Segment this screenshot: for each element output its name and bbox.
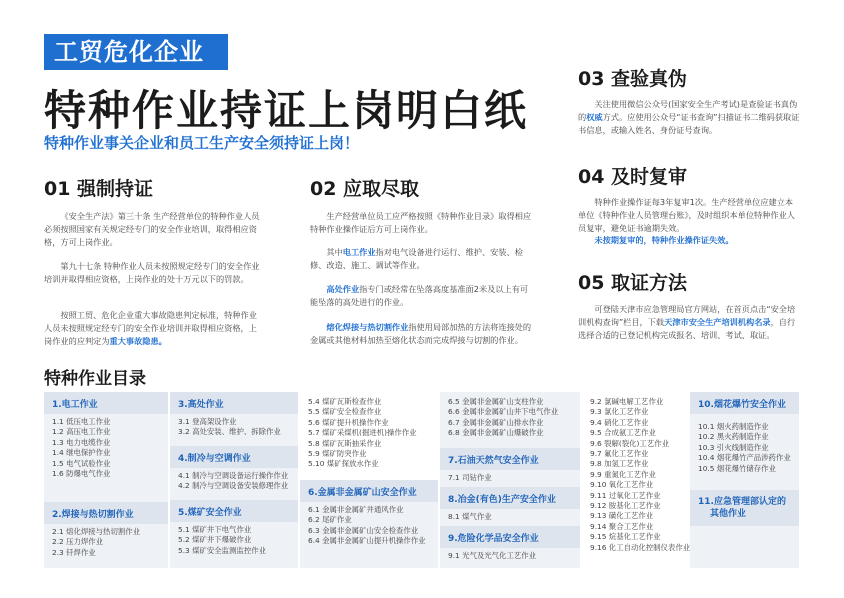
list-item: 9.8 加氢工艺作业 — [590, 459, 649, 469]
list-item: 5.3 煤矿安全监测监控作业 — [178, 545, 267, 555]
catalog-column-6 — [690, 392, 799, 568]
list-item: 9.10 氧化工艺作业 — [590, 480, 654, 490]
category-items-5 — [170, 522, 298, 556]
category-items-6 — [300, 502, 438, 568]
list-item: 5.9 煤矿防突作业 — [308, 449, 367, 459]
list-item: 5.10 煤矿探放水作业 — [308, 459, 379, 469]
list-item: 9.7 氟化工艺作业 — [590, 449, 649, 459]
height-work-highlight: 高处作业 — [326, 284, 360, 294]
list-item: 6.4 金属非金属矿山提升机操作作业 — [308, 536, 426, 546]
section-01-para-2: 第九十七条 特种作业人员未按照规定经专门的安全作业培训并取得相应资格，上岗作业的处十万元以下的罚款。 — [44, 261, 260, 284]
catalog-table — [44, 392, 799, 570]
category-header-11-line-2: 其他作业 — [710, 509, 747, 519]
category-header-11 — [690, 490, 799, 526]
section-04-warning: 未按期复审的，特种作业操作证失效。 — [594, 235, 734, 245]
list-item: 10.3 引火线制造作业 — [698, 442, 769, 452]
list-item: 5.6 煤矿提升机操作作业 — [308, 417, 389, 427]
list-item: 6.2 尾矿作业 — [308, 515, 352, 525]
list-item: 9.12 胺基化工艺作业 — [590, 501, 661, 511]
list-item: 1.4 继电保护作业 — [52, 448, 111, 458]
list-item: 8.1 煤气作业 — [448, 512, 492, 521]
para-2-prefix: 其中 — [326, 247, 343, 257]
para-4-text: 指使用局部加热的方法将连接处的金属或其他材料加热至熔化状态而完成焊接与切割的作业。 — [310, 322, 532, 345]
list-item: 1.1 低压电工作业 — [52, 417, 111, 426]
list-item: 9.15 烷基化工艺作业 — [590, 532, 661, 542]
list-item: 5.2 煤矿井下爆破作业 — [178, 535, 252, 545]
list-item: 6.1 金属非金属矿井通风作业 — [308, 505, 404, 514]
list-item: 1.2 高压电工作业 — [52, 427, 111, 437]
category-items-2 — [44, 524, 168, 558]
section-01-title: 01 强制持证 — [44, 178, 154, 200]
para-s5-text-a: 可登陆天津市应急管理局官方网站，在首页点击“安全培训机构查询”栏目，下载 — [578, 304, 796, 327]
category-items-9-cont — [582, 392, 691, 553]
para-s3-text-b: 方式。应使用公众号“证书查询”扫描证书二维码获取证书信息，或输入姓名、身份证号查询。 — [578, 112, 800, 135]
section-01-para-3-text: 按照工贸、危化企业重大事故隐患判定标准，特种作业人员未按照规定经专门的安全作业培训并取得相应资格，上岗作业的应判定为 — [44, 310, 257, 346]
section-05-title: 05 取证方法 — [578, 272, 688, 294]
list-item: 10.2 黑火药制造作业 — [698, 432, 769, 442]
list-item: 4.1 制冷与空调设备运行操作作业 — [178, 471, 289, 480]
category-items-9 — [440, 548, 580, 561]
list-item: 1.3 电力电缆作业 — [52, 437, 111, 447]
category-header-2: 2.焊接与热切割作业 — [44, 502, 168, 524]
list-item: 9.1 光气及光气化工艺作业 — [448, 551, 537, 560]
list-item: 5.5 煤矿安全检查作业 — [308, 407, 382, 417]
category-items-1 — [44, 414, 168, 502]
section-02-para-1: 生产经营单位员工应严格按照《特种作业目录》取得相应特种作业操作证后方可上岗作业。 — [310, 211, 532, 234]
section-05-para-1 — [578, 303, 800, 342]
list-item: 5.1 煤矿井下电气作业 — [178, 525, 252, 534]
category-header-10: 10.烟花爆竹安全作业 — [690, 392, 799, 414]
list-item: 6.6 金属非金属矿山井下电气作业 — [448, 407, 559, 417]
list-item: 2.1 熔化焊接与热切割作业 — [52, 527, 141, 536]
list-item: 3.2 高处安装、维护、拆除作业 — [178, 427, 281, 437]
list-item: 7.1 司钻作业 — [448, 473, 492, 482]
category-header-8: 8.冶金(有色)生产安全作业 — [440, 487, 580, 509]
list-item: 6.5 金属非金属矿山支柱作业 — [448, 397, 544, 406]
category-items-4 — [170, 468, 298, 500]
authoritative-highlight: 权威 — [586, 112, 603, 122]
category-header-9: 9.危险化学品安全作业 — [440, 526, 580, 548]
category-items-8 — [440, 509, 580, 526]
list-item: 4.2 制冷与空调设备安装修理作业 — [178, 481, 289, 491]
section-01-para-3 — [44, 309, 264, 348]
list-item: 5.7 煤矿采煤机(掘进机)操作作业 — [308, 428, 417, 438]
section-03-title: 03 查验真伪 — [578, 68, 688, 90]
para-s3-text-a: 关注使用微信公众号(国家安全生产考试)是查验证书真伪的 — [578, 99, 798, 122]
category-header-4: 4.制冷与空调作业 — [170, 446, 298, 468]
section-01-para-1: 《安全生产法》第三十条 生产经营单位的特种作业人员必须按照国家有关规定经专门的安全作业培训，取得相应资格，方可上岗作业。 — [44, 211, 260, 247]
category-header-6: 6.金属非金属矿山安全作业 — [300, 480, 438, 502]
section-02-para-4 — [310, 321, 532, 347]
list-item: 10.4 烟花爆竹产品涉药作业 — [698, 453, 791, 463]
list-item: 9.6 裂解(裂化)工艺作业 — [590, 438, 669, 448]
category-items-7 — [440, 470, 580, 487]
list-item: 3.1 登高架设作业 — [178, 417, 237, 426]
section-04-para-1: 特种作业操作证每3年复审1次。生产经营单位应建立本单位《特种作业人员管理台账》，及时组织本单位特种作业人员复审，避免证书逾期失效。 — [578, 197, 795, 233]
category-header-11-line-1: 11.应急管理部认定的 — [698, 497, 786, 507]
category-header-7: 7.石油天然气安全作业 — [440, 448, 580, 470]
category-items-5-cont — [300, 392, 438, 480]
section-02-para-3 — [310, 283, 532, 309]
category-items-10 — [690, 414, 799, 490]
list-item: 5.4 煤矿瓦斯检查作业 — [308, 397, 382, 406]
list-item: 9.14 聚合工艺作业 — [590, 521, 654, 531]
section-02-para-2 — [310, 246, 532, 272]
page-subtitle: 特种作业事关企业和员工生产安全须持证上岗！ — [44, 134, 360, 152]
catalog-column-5 — [582, 392, 691, 568]
page-title: 特种作业持证上岗明白纸 — [44, 86, 529, 135]
list-item: 9.5 合成氨工艺作业 — [590, 428, 656, 438]
list-item: 9.3 氯化工艺作业 — [590, 407, 649, 417]
para-2-text: 指对电气设备进行运行、维护、安装、检修、改造、施工、调试等作业。 — [310, 247, 523, 270]
category-header-3: 3.高处作业 — [170, 392, 298, 414]
list-item: 6.3 金属非金属矿山安全检查作业 — [308, 525, 419, 535]
list-item: 2.3 钎焊作业 — [52, 547, 96, 557]
list-item: 10.5 烟花爆竹储存作业 — [698, 463, 776, 473]
list-item: 9.16 化工自动化控制仪表作业 — [590, 542, 691, 552]
list-item: 9.4 硝化工艺作业 — [590, 417, 649, 427]
list-item: 6.7 金属非金属矿山排水作业 — [448, 417, 544, 427]
catalog-title: 特种作业目录 — [44, 369, 146, 389]
list-item: 9.11 过氧化工艺作业 — [590, 490, 661, 500]
list-item: 2.2 压力焊作业 — [52, 537, 104, 547]
catalog-column-2 — [170, 392, 298, 568]
list-item: 9.13 磺化工艺作业 — [590, 511, 654, 521]
category-header-1: 1.电工作业 — [44, 392, 168, 414]
list-item: 10.1 烟火药制造作业 — [698, 422, 769, 431]
category-header-5: 5.煤矿安全作业 — [170, 500, 298, 522]
category-items-6-cont — [440, 392, 580, 448]
catalog-column-3 — [300, 392, 438, 568]
list-item: 1.5 电气试验作业 — [52, 458, 111, 468]
para-3-text: 指专门或经常在坠落高度基准面2米及以上有可能坠落的高处进行的作业。 — [310, 284, 529, 307]
category-items-3 — [170, 414, 298, 446]
major-hazard-highlight: 重大事故隐患。 — [109, 336, 167, 346]
catalog-column-1 — [44, 392, 168, 568]
list-item: 5.8 煤矿瓦斯抽采作业 — [308, 438, 382, 448]
section-02-title: 02 应取尽取 — [310, 178, 420, 200]
training-directory-highlight: 天津市安全生产培训机构名录 — [664, 317, 771, 327]
category-tag: 工贸危化企业 — [44, 34, 228, 70]
para-s5-text-b: ，自行选择合适的已登记机构完成报名、培训、考试、取证。 — [578, 317, 796, 340]
catalog-column-4 — [440, 392, 580, 568]
list-item: 9.2 氯碱电解工艺作业 — [590, 397, 664, 406]
list-item: 1.6 防爆电气作业 — [52, 469, 111, 479]
section-04-title: 04 及时复审 — [578, 166, 688, 188]
electrical-work-highlight: 电工作业 — [342, 247, 376, 257]
list-item: 6.8 金属非金属矿山爆破作业 — [448, 428, 544, 438]
list-item: 9.9 重氮化工艺作业 — [590, 469, 656, 479]
welding-work-highlight: 熔化焊接与热切割作业 — [326, 322, 409, 332]
section-03-para-1 — [578, 98, 800, 137]
